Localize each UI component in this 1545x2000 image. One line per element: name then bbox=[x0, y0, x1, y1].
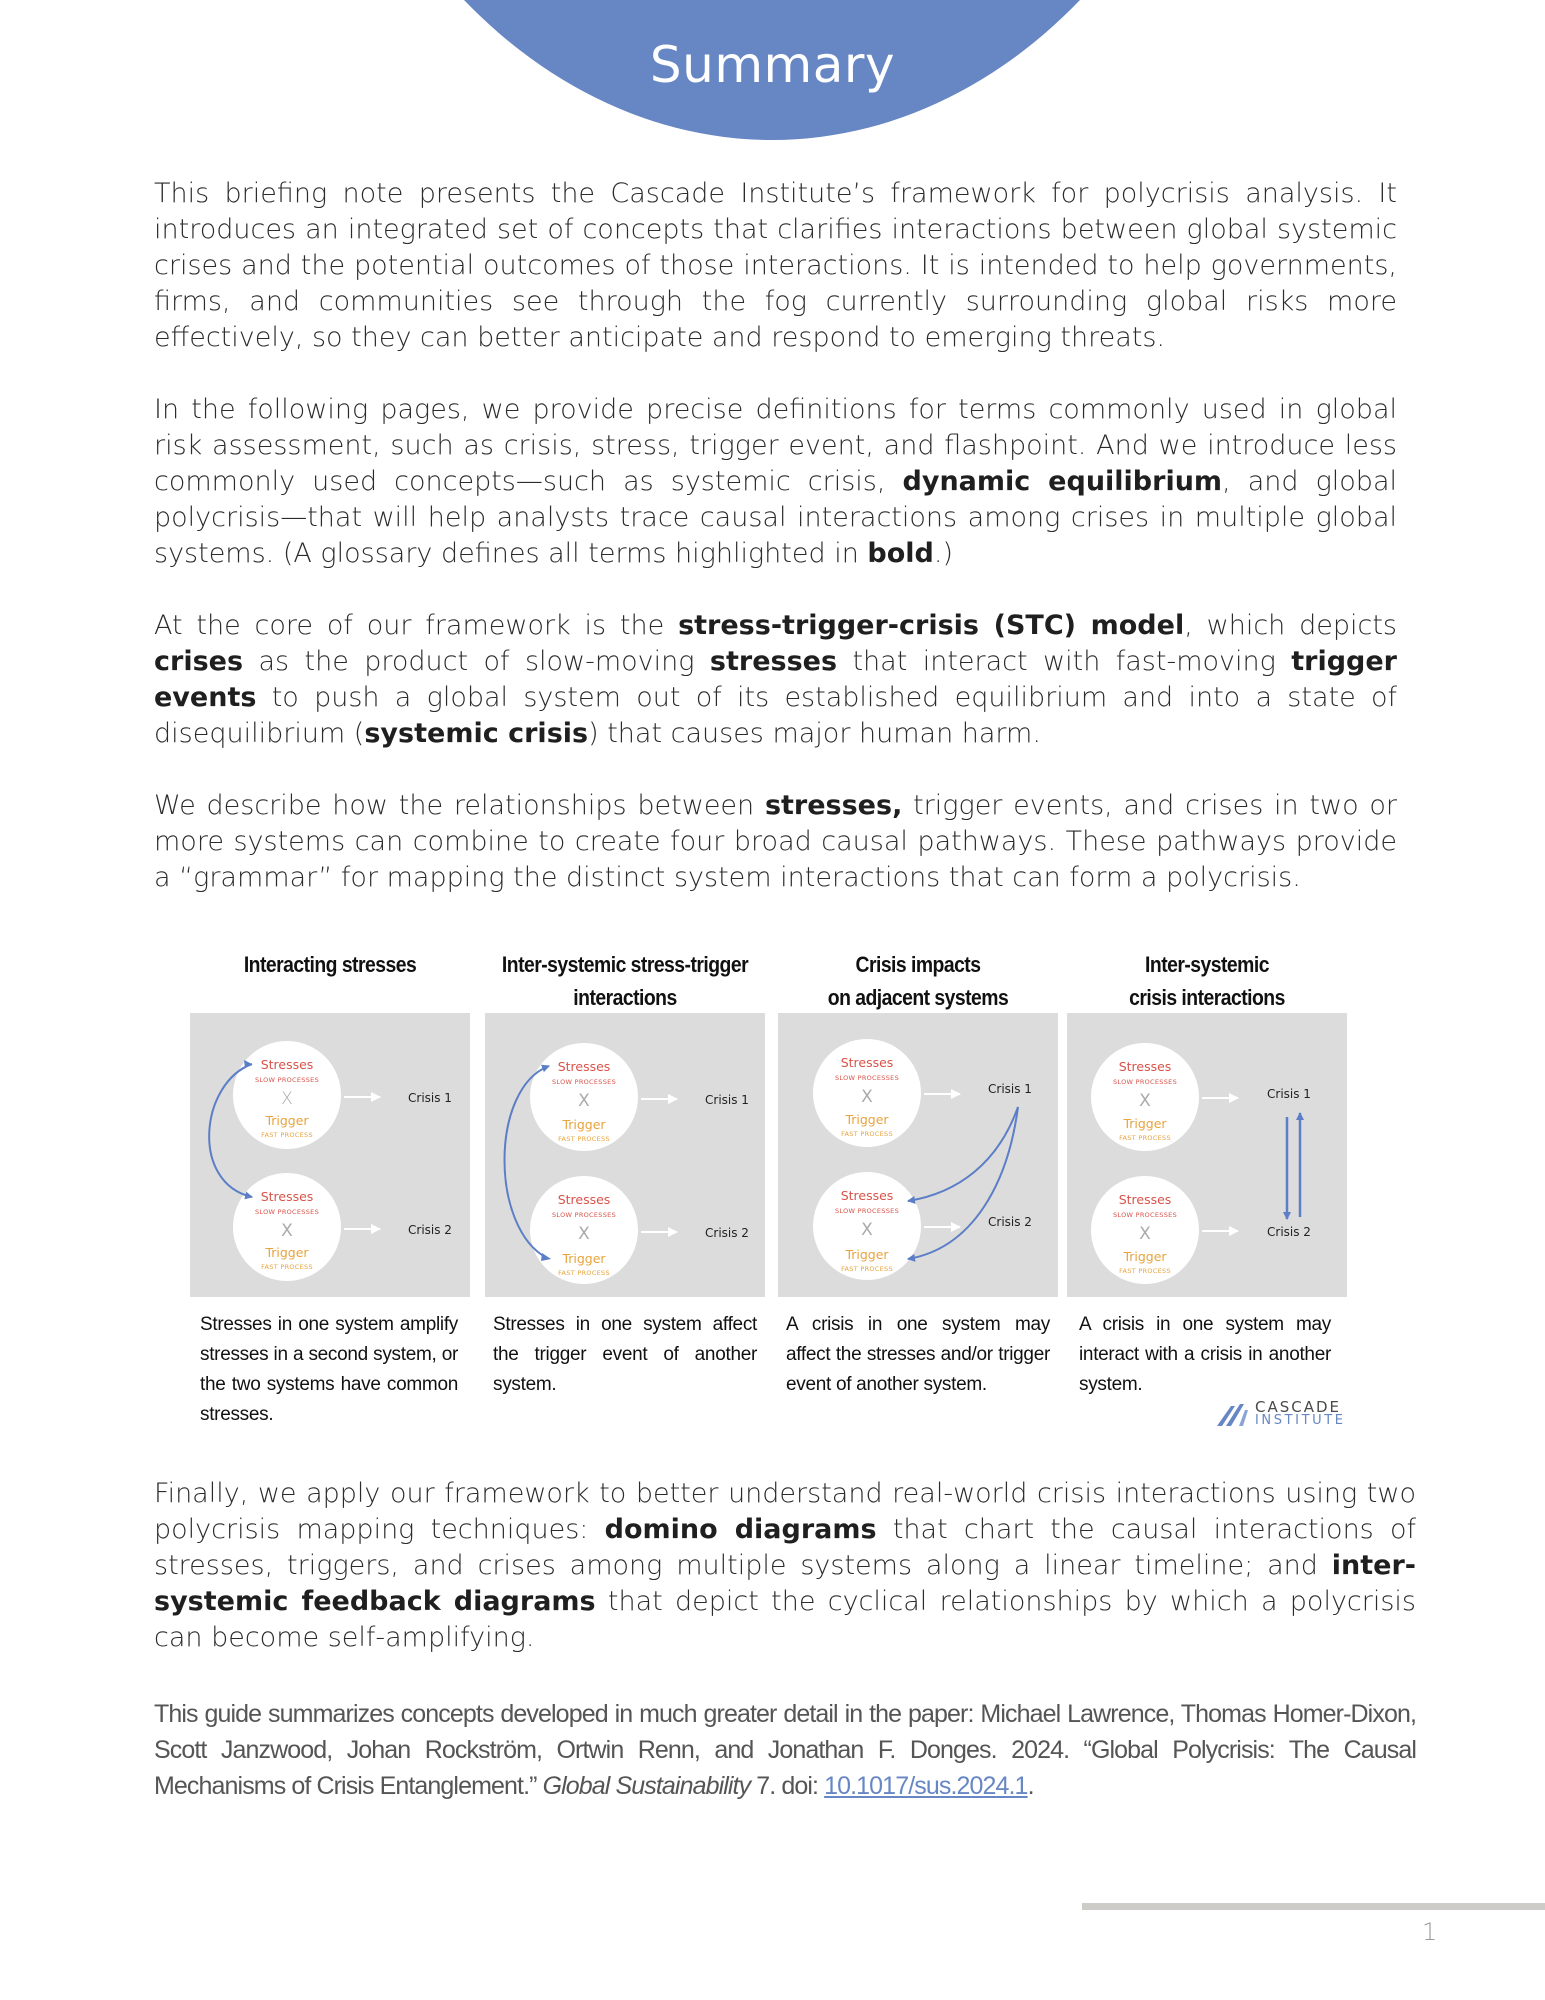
svg-text:SLOW PROCESSES: SLOW PROCESSES bbox=[551, 1211, 617, 1219]
svg-text:X: X bbox=[578, 1224, 590, 1244]
glossary-term: systemic crisis bbox=[364, 718, 589, 749]
title-line: on adjacent systems bbox=[827, 985, 1009, 1010]
text-run: that depict the cyclical relationships by which a polycrisis can become self-amplifying. bbox=[154, 1586, 1417, 1653]
svg-text:Stresses: Stresses bbox=[1118, 1192, 1172, 1207]
pathway-caption: Stresses in one system amplify stresses in a second system, or the two systems have common stresses. bbox=[200, 1314, 458, 1425]
stc-diagram-svg bbox=[1067, 1013, 1347, 1297]
logo-subtitle: INSTITUTE bbox=[1255, 1413, 1346, 1428]
svg-text:Trigger: Trigger bbox=[1123, 1116, 1167, 1131]
svg-text:FAST PROCESS: FAST PROCESS bbox=[261, 1131, 313, 1139]
glossary-term: stress-trigger-crisis (STC) model bbox=[678, 610, 1185, 641]
svg-text:Crisis 2: Crisis 2 bbox=[1267, 1225, 1311, 1239]
text-run: ) that causes major human harm. bbox=[588, 718, 1041, 749]
text-run: , which depicts bbox=[1184, 610, 1397, 641]
pathway-title bbox=[795, 948, 1041, 1014]
citation-end: . bbox=[1027, 1772, 1034, 1800]
glossary-term: crises bbox=[154, 646, 244, 677]
svg-text:Trigger: Trigger bbox=[562, 1117, 606, 1132]
title-line: crisis interactions bbox=[1129, 985, 1285, 1010]
crisis-to-stresses-arrow bbox=[908, 1107, 1018, 1201]
title-line: Inter-systemic stress-trigger bbox=[501, 952, 749, 977]
glossary-term: bold bbox=[867, 538, 934, 569]
title-line: Interacting stresses bbox=[243, 952, 417, 977]
svg-text:Trigger: Trigger bbox=[845, 1247, 889, 1262]
text-run: In the following pages, we provide precise definitions for terms commonly used in global risk assessment, such as crisis, stress, trigger event, and flashpoint. And we introduce less commonly used concepts—such as systemic crisis, bbox=[154, 394, 1397, 497]
citation-volume: 7. doi: bbox=[750, 1772, 825, 1800]
svg-text:Stresses: Stresses bbox=[840, 1188, 894, 1203]
svg-text:SLOW PROCESSES: SLOW PROCESSES bbox=[254, 1208, 320, 1216]
stc-diagram-svg bbox=[485, 1013, 765, 1297]
pathway-diagram bbox=[485, 1013, 765, 1297]
pathway-diagram bbox=[778, 1013, 1058, 1297]
svg-text:SLOW PROCESSES: SLOW PROCESSES bbox=[551, 1078, 617, 1086]
svg-text:Crisis 1: Crisis 1 bbox=[988, 1082, 1032, 1096]
pathway-caption: A crisis in one system may affect the stresses and/or trigger event of another system. bbox=[786, 1314, 1050, 1395]
citation-note bbox=[154, 1696, 1416, 1804]
cascade-institute-logo bbox=[1217, 1400, 1347, 1428]
intro-paragraph: This briefing note presents the Cascade Institute’s framework for polycrisis analysis. It introduces an integrated set of concepts that clarifies interactions between global systemic crises and the potential outcomes of those interactions. It is intended to help governments, firms, and communities see through the fog currently surrounding global risks more effectively, so they can better anticipate and respond to emerging threats. bbox=[154, 178, 1397, 353]
svg-text:X: X bbox=[281, 1221, 293, 1241]
title-line: Crisis impacts bbox=[855, 952, 981, 977]
doi-link[interactable]: 10.1017/sus.2024.1 bbox=[824, 1772, 1028, 1800]
text-run: trigger events, and crises in two or more systems can combine to create four broad causal pathways. These pathways provide a “grammar” for mapping the distinct system interactions that can form a polycrisis. bbox=[154, 790, 1397, 893]
pathway-stress-trigger bbox=[485, 948, 765, 1418]
system-1-node bbox=[233, 1041, 341, 1149]
pathway-diagram bbox=[1067, 1013, 1347, 1297]
text-run: that interact with fast-moving bbox=[837, 646, 1292, 677]
pathway-crisis-impacts bbox=[778, 948, 1058, 1418]
svg-text:Trigger: Trigger bbox=[265, 1113, 309, 1128]
svg-text:FAST PROCESS: FAST PROCESS bbox=[841, 1265, 893, 1273]
text-run: .) bbox=[933, 538, 953, 569]
svg-text:FAST PROCESS: FAST PROCESS bbox=[1119, 1267, 1171, 1275]
glossary-term: stresses, bbox=[764, 790, 903, 821]
svg-text:X: X bbox=[1139, 1224, 1151, 1244]
svg-text:Crisis 2: Crisis 2 bbox=[408, 1223, 452, 1237]
definitions-paragraph bbox=[154, 392, 1397, 572]
svg-text:SLOW PROCESSES: SLOW PROCESSES bbox=[834, 1207, 900, 1215]
svg-text:FAST PROCESS: FAST PROCESS bbox=[1119, 1134, 1171, 1142]
svg-text:Stresses: Stresses bbox=[840, 1055, 894, 1070]
svg-text:Crisis 2: Crisis 2 bbox=[988, 1215, 1032, 1229]
cascade-logo-icon bbox=[1217, 1402, 1251, 1428]
svg-text:Crisis 2: Crisis 2 bbox=[705, 1226, 749, 1240]
svg-text:Stresses: Stresses bbox=[1118, 1059, 1172, 1074]
svg-text:X: X bbox=[861, 1220, 873, 1240]
stc-diagram-svg bbox=[778, 1013, 1058, 1297]
stc-diagram-svg bbox=[190, 1013, 470, 1297]
pathways-paragraph bbox=[154, 788, 1397, 896]
svg-text:Stresses: Stresses bbox=[557, 1192, 611, 1207]
text-run: At the core of our framework is the bbox=[154, 610, 679, 641]
svg-text:SLOW PROCESSES: SLOW PROCESSES bbox=[1112, 1211, 1178, 1219]
page-number: 1 bbox=[1422, 1918, 1438, 1946]
journal-name: Global Sustainability bbox=[542, 1772, 751, 1800]
stc-model-paragraph bbox=[154, 608, 1397, 752]
svg-text:Crisis 1: Crisis 1 bbox=[408, 1091, 452, 1105]
text-run: as the product of slow-moving bbox=[243, 646, 710, 677]
pathway-title bbox=[502, 948, 748, 1014]
svg-text:X: X bbox=[281, 1089, 293, 1109]
page-title: Summary bbox=[649, 36, 896, 94]
svg-text:FAST PROCESS: FAST PROCESS bbox=[558, 1135, 610, 1143]
svg-text:X: X bbox=[1139, 1091, 1151, 1111]
pathway-title bbox=[1084, 948, 1330, 1014]
glossary-term: dynamic equilibrium bbox=[902, 466, 1223, 497]
glossary-term: domino diagrams bbox=[604, 1514, 877, 1545]
glossary-term: inter-systemic feedback diagrams bbox=[154, 1550, 1416, 1617]
glossary-term: trigger events bbox=[154, 646, 1397, 713]
pathway-diagram bbox=[190, 1013, 470, 1297]
svg-text:Trigger: Trigger bbox=[1123, 1249, 1167, 1264]
text-run: Finally, we apply our framework to better understand real-world crisis interactions using two polycrisis mapping techniques: bbox=[154, 1478, 1416, 1545]
text-run: , and global polycrisis—that will help analysts trace causal interactions among crises in multiple global systems. (A glossary defines all terms highlighted in bbox=[154, 466, 1397, 569]
svg-text:Stresses: Stresses bbox=[260, 1057, 314, 1072]
title-line: Inter-systemic bbox=[1145, 952, 1269, 977]
pathway-caption: Stresses in one system affect the trigger event of another system. bbox=[493, 1314, 757, 1395]
text-run: that chart the causal interactions of stresses, triggers, and crises among multiple systems along a linear timeline; and bbox=[154, 1514, 1417, 1581]
system-2-node bbox=[233, 1173, 341, 1281]
svg-text:Crisis 1: Crisis 1 bbox=[1267, 1087, 1311, 1101]
svg-text:Trigger: Trigger bbox=[265, 1245, 309, 1260]
pathway-crisis-interactions bbox=[1067, 948, 1347, 1418]
mapping-techniques-paragraph bbox=[154, 1476, 1416, 1656]
svg-text:FAST PROCESS: FAST PROCESS bbox=[558, 1269, 610, 1277]
svg-text:FAST PROCESS: FAST PROCESS bbox=[261, 1263, 313, 1271]
svg-text:Stresses: Stresses bbox=[260, 1189, 314, 1204]
pathway-interacting-stresses bbox=[190, 948, 470, 1425]
svg-text:Trigger: Trigger bbox=[562, 1251, 606, 1266]
svg-text:X: X bbox=[861, 1087, 873, 1107]
text-run: to push a global system out of its established equilibrium and into a state of disequilibrium ( bbox=[154, 682, 1397, 749]
pathway-title bbox=[207, 948, 453, 981]
svg-text:SLOW PROCESSES: SLOW PROCESSES bbox=[834, 1074, 900, 1082]
svg-text:FAST PROCESS: FAST PROCESS bbox=[841, 1130, 893, 1138]
glossary-term: stresses bbox=[709, 646, 838, 677]
svg-text:SLOW PROCESSES: SLOW PROCESSES bbox=[254, 1076, 320, 1084]
title-line: interactions bbox=[573, 985, 677, 1010]
logo-wordmark: CASCADE bbox=[1255, 1398, 1342, 1416]
svg-text:Trigger: Trigger bbox=[845, 1112, 889, 1127]
svg-text:SLOW PROCESSES: SLOW PROCESSES bbox=[1112, 1078, 1178, 1086]
footer-divider bbox=[1082, 1903, 1545, 1910]
text-run: We describe how the relationships between bbox=[154, 790, 765, 821]
svg-text:X: X bbox=[578, 1091, 590, 1111]
pathway-caption: A crisis in one system may interact with a crisis in another system. bbox=[1079, 1314, 1331, 1395]
citation-text: This guide summarizes concepts developed in much greater detail in the paper: Michael Lawrence, Thomas Homer-Dixon, Scott Janzwood, Johan Rockström, Ortwin Renn, and Jonathan F. Donges. 2024. “Global Polycrisis: The Causal Mechanisms of Crisis Entanglement.” bbox=[154, 1700, 1416, 1800]
svg-text:Crisis 1: Crisis 1 bbox=[705, 1093, 749, 1107]
crisis-to-trigger-arrow bbox=[908, 1107, 1018, 1259]
svg-text:Stresses: Stresses bbox=[557, 1059, 611, 1074]
